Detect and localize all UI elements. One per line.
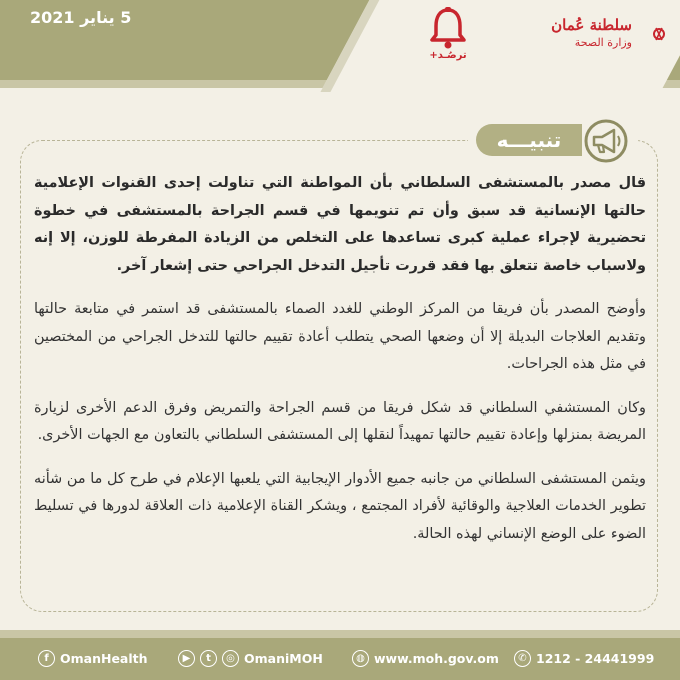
notice-heading <box>468 118 638 164</box>
publish-date: 5 يناير 2021 <box>30 8 132 27</box>
phone-icon: ✆ <box>514 650 531 667</box>
megaphone-icon <box>580 118 632 164</box>
website-url: www.moh.gov.om <box>374 651 499 666</box>
header <box>0 0 680 92</box>
article-body <box>34 170 646 564</box>
phone-link[interactable] <box>514 650 654 667</box>
footer-stripe <box>0 630 680 638</box>
twitter-icon: t <box>200 650 217 667</box>
crescent-emblem-icon <box>636 10 672 58</box>
footer <box>0 638 680 680</box>
globe-icon: ◍ <box>352 650 369 667</box>
youtube-icon: ▶ <box>178 650 195 667</box>
paragraph-3: وكان المستشفي السلطاني قد شكل فريقا من قسم الجراحة والتمريض وفرق الدعم الأخرى لزيارة المريضة بمنزلها وإعادة تقييم حالتها تمهيداً لنقلها إلى المستشفى السلطاني بالتعاون مع الجهات الأخرى. <box>34 399 646 443</box>
bell-icon <box>425 6 471 52</box>
ministry-name: سلطنة عُمان <box>551 16 632 34</box>
social-handle: OmaniMOH <box>244 651 323 666</box>
ministry-logo <box>530 6 672 68</box>
facebook-handle: OmanHealth <box>60 651 148 666</box>
phone-number: 1212 - 24441999 <box>536 651 655 666</box>
paragraph-4: ويثمن المستشفى السلطاني من جانبه جميع الأدوار الإيجابية التي يلعبها الإعلام في طرح كل ما من شأنه تطوير الخدمات العلاجية والوقائية لأفراد المجتمع ، ويشكر القناة الإعلامية ذات العلاقة لدورها في تسليط الضوء على الوضع الإنساني لهذه الحالة. <box>34 470 646 542</box>
website-link[interactable] <box>352 650 499 667</box>
tarassud-logo <box>416 6 480 70</box>
notice-title: تنبيـــه <box>476 124 582 156</box>
tarassud-label: ترصُـد+ <box>429 50 467 61</box>
paragraph-1: قال مصدر بالمستشفى السلطاني بأن المواطنة التي تناولت إحدى القنوات الإعلامية حالتها الإنسانية قد سبق وأن تم تنويمها في قسم الجراحة بالمستشفى في خطوة تحضيرية لإجراء عملية كبرى تساعدها على التخلص من الزيادة المفرطة للوزن، إلا إنه ولاسباب خاصة تتعلق بها فقد قررت تأجيل التدخل الجراحي حتى إشعار آخر. <box>34 175 646 274</box>
facebook-icon: f <box>38 650 55 667</box>
social-links[interactable] <box>178 650 323 667</box>
instagram-icon: ◎ <box>222 650 239 667</box>
facebook-link[interactable] <box>38 650 148 667</box>
paragraph-2: وأوضح المصدر بأن فريقا من المركز الوطني للغدد الصماء بالمستشفى قد استمر في متابعة حالتها وتقديم العلاجات البديلة إلا أن وضعها الصحي يتطلب أعادة تقييم حالتها للتدخل الجراحي من المختصين في مثل هذه الجراحات. <box>34 301 646 372</box>
ministry-subtitle: وزارة الصحة <box>574 36 632 49</box>
